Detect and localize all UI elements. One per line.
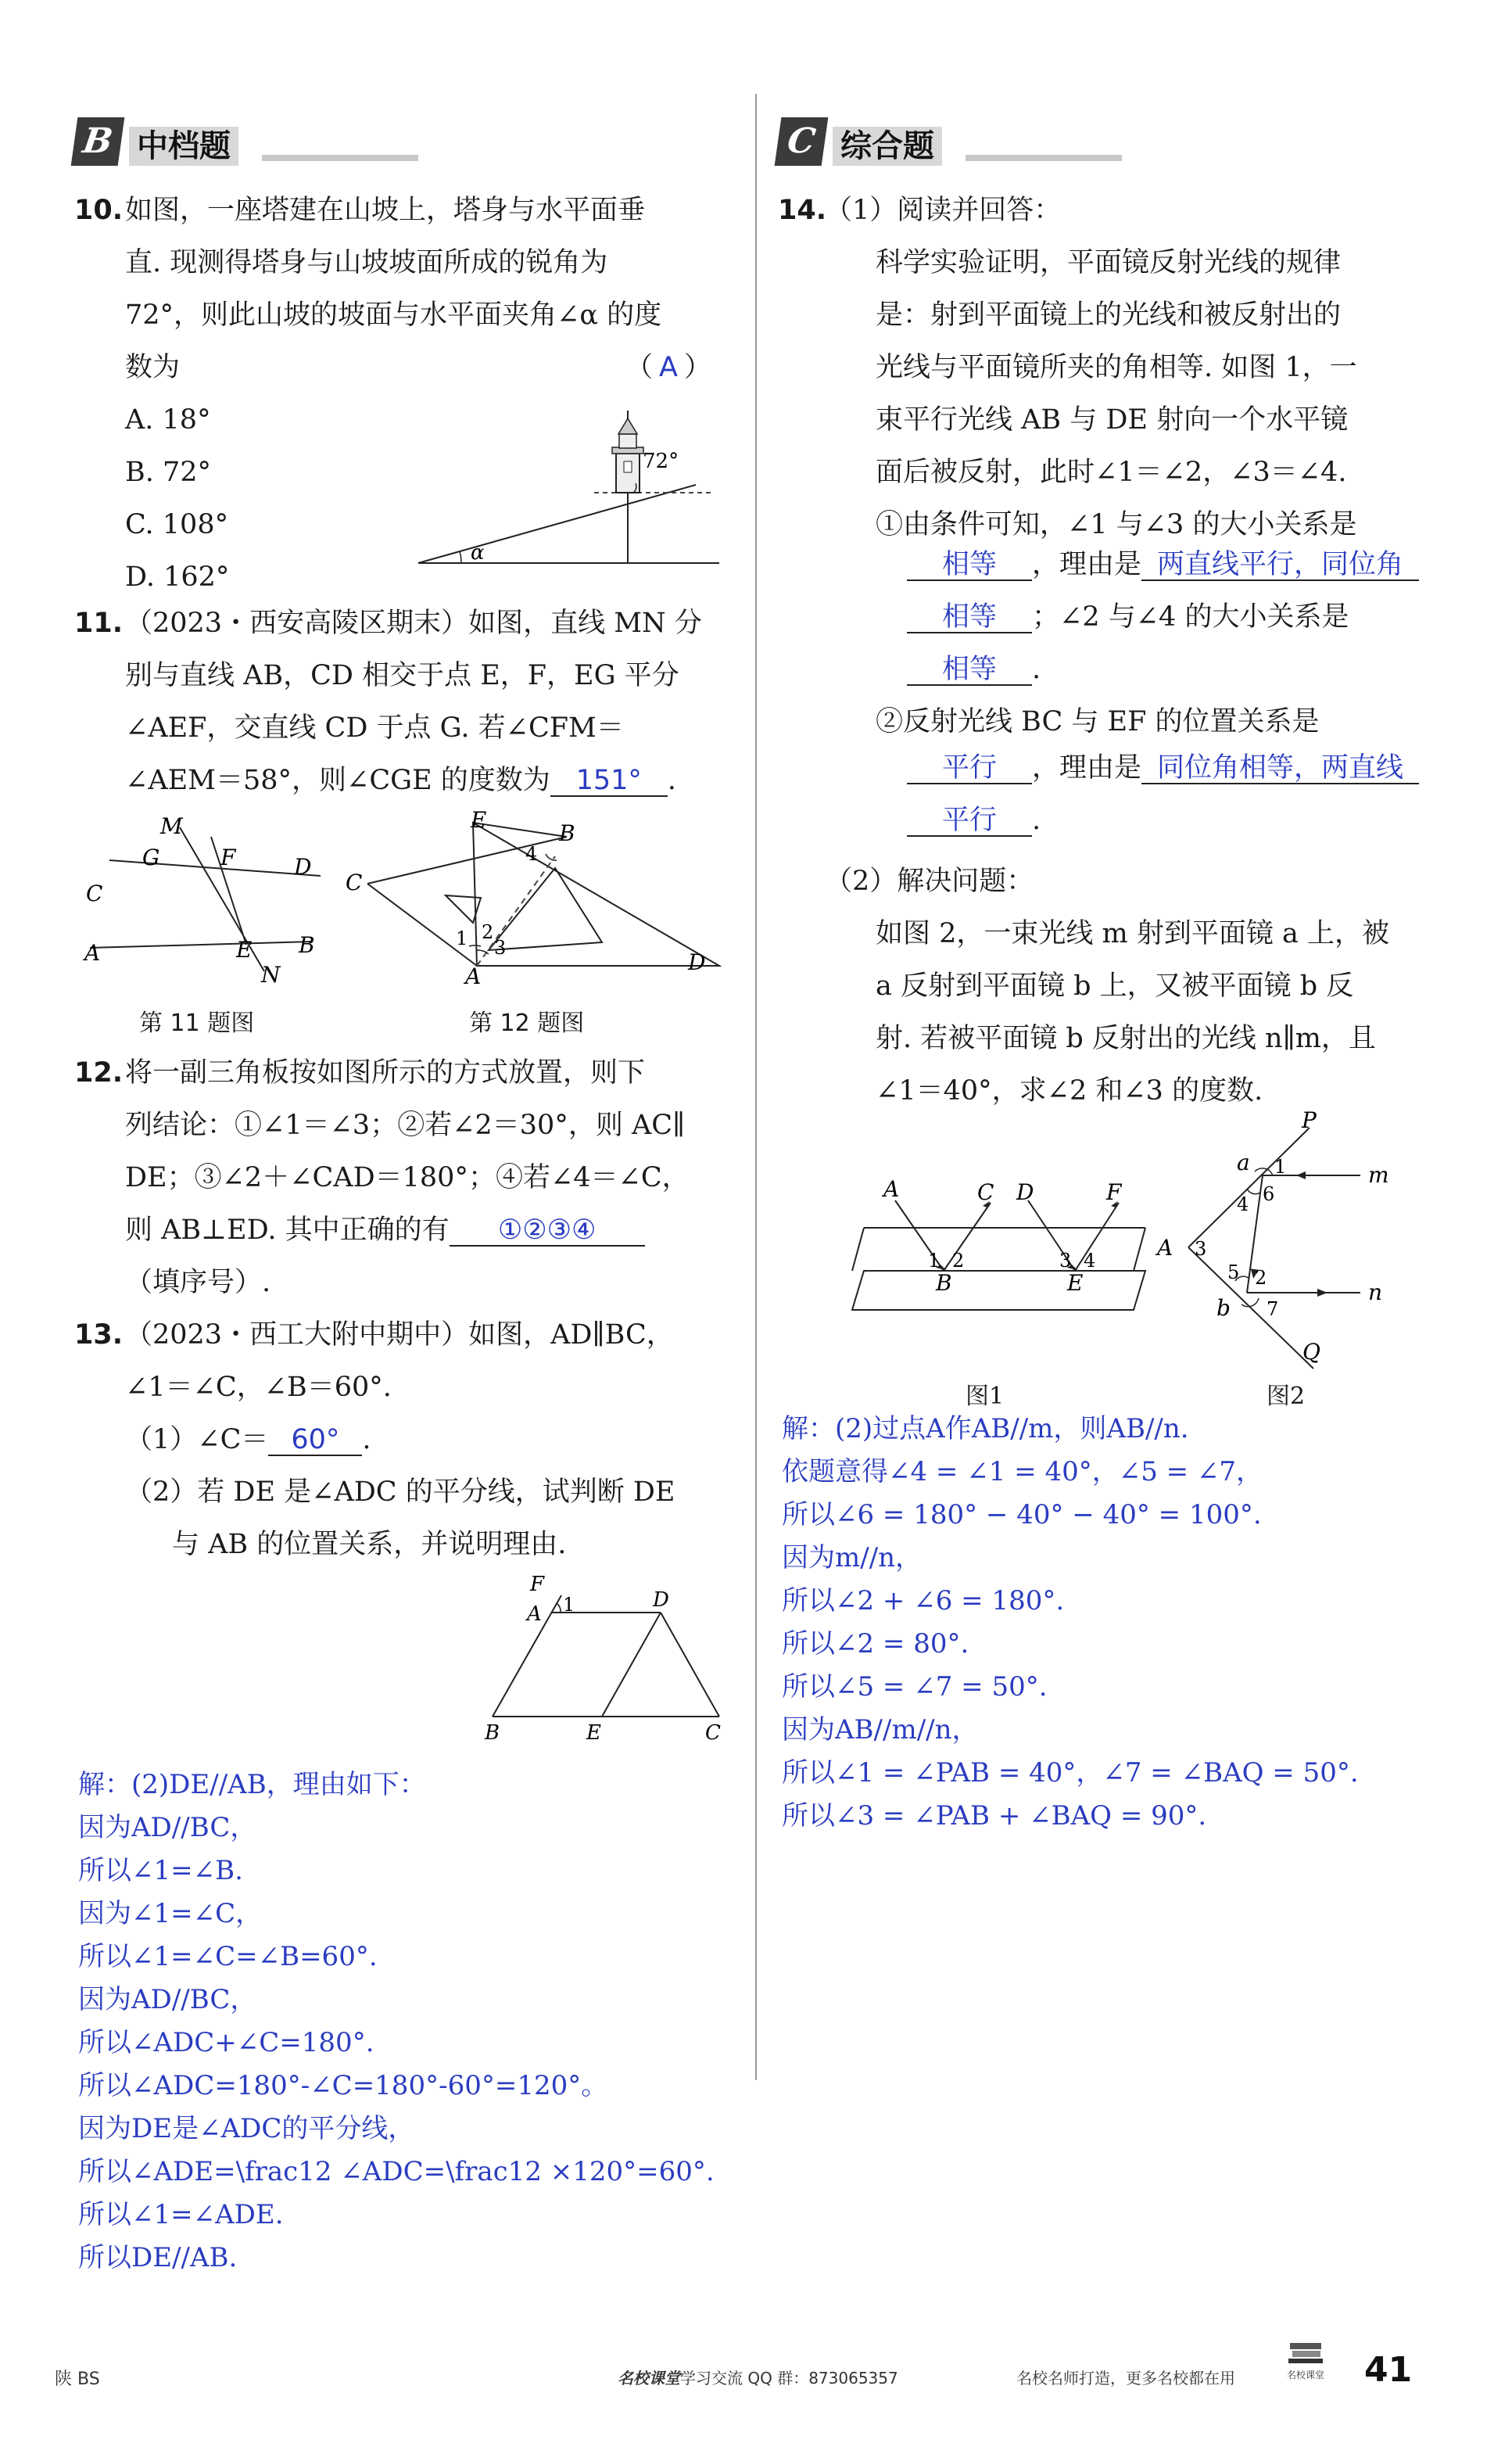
q13-solution-line: 因为AD//BC， <box>78 1812 257 1843</box>
q12-label-e: E <box>471 807 487 833</box>
q10-option-b: B. 72° <box>125 457 212 488</box>
footer-right-text: 名校名师打造，更多名校都在用 <box>1016 2369 1235 2388</box>
q14-q1-text: ①由条件可知，∠1 与∠3 的大小关系是 <box>876 509 1357 540</box>
q14-fig2-label-5: 5 <box>1227 1261 1240 1283</box>
q14-fig2-label-6: 6 <box>1263 1183 1275 1205</box>
q13-solution-line: 所以DE//AB. <box>78 2242 238 2273</box>
q14-part2-line-4: ∠1＝40°，求∠2 和∠3 的度数. <box>876 1075 1263 1107</box>
q12-figure <box>344 805 735 985</box>
q11-label-n: N <box>261 962 281 988</box>
q14-fig2-label-m: m <box>1368 1162 1389 1188</box>
q12-label-3: 3 <box>494 937 507 959</box>
q13-part2-line-2: 与 AB 的位置关系，并说明理由. <box>172 1529 567 1560</box>
q14-solution <box>782 1408 1359 1838</box>
q13-line-2: ∠1＝∠C，∠B＝60°. <box>125 1372 392 1403</box>
footer-brand: 名校课堂 <box>618 2369 680 2388</box>
q14-solution-line: 依题意得∠4 = ∠1 = 40°，∠5 = ∠7， <box>782 1456 1263 1487</box>
q10-line-3: 72°，则此山坡的坡面与水平面夹角∠α 的度 <box>125 300 662 331</box>
q13-number: 13. <box>74 1319 124 1351</box>
q13-solution <box>78 1763 715 2280</box>
q14-para-2: 是：射到平面镜上的光线和被反射出的 <box>876 300 1342 331</box>
section-c-title: 综合题 <box>833 127 942 166</box>
q13-part1-answer: 60° <box>268 1425 362 1456</box>
q10-option-a: A. 18° <box>125 404 211 436</box>
q10-line-4: 数为 <box>125 352 181 383</box>
q14-fig2-label-p: P <box>1302 1110 1317 1133</box>
q14-fig2-label-big-a: A <box>1157 1235 1173 1261</box>
q14-fig2-label-3: 3 <box>1195 1238 1207 1260</box>
section-c-tail <box>966 155 1122 161</box>
q14-fig1-caption: 图1 <box>966 1383 1005 1410</box>
q14-q2-text: ②反射光线 BC 与 EF 的位置关系是 <box>876 706 1320 737</box>
section-b-header <box>74 117 356 172</box>
q11-figure <box>78 813 344 993</box>
q14-fig2-label-n: n <box>1368 1279 1383 1305</box>
q13-solution-line: 因为DE是∠ADC的平分线， <box>78 2113 415 2144</box>
q13-solution-line: 所以∠ADE=\frac12 ∠ADC=\frac12 ×120°=60°. <box>78 2156 715 2187</box>
q13-solution-line: 因为∠1=∠C， <box>78 1898 263 1929</box>
q14-solution-line: 所以∠2 = 80°. <box>782 1628 969 1659</box>
q12-label-4: 4 <box>525 843 538 865</box>
q11-label-d: D <box>294 854 312 880</box>
q10-number: 10. <box>74 195 124 226</box>
page-number: 41 <box>1364 2350 1413 2390</box>
q13-solution-line: 因为AD//BC， <box>78 1984 257 2015</box>
q12-label-a: A <box>465 963 482 985</box>
q13-figure <box>477 1572 735 1744</box>
q11-label-g: G <box>142 845 160 870</box>
q14-fig1-label-e: E <box>1067 1270 1084 1296</box>
q10-fig-alpha: α <box>471 541 485 565</box>
q14-solution-line: 因为m//n， <box>782 1542 923 1573</box>
q14-fig1-label-4: 4 <box>1084 1250 1096 1272</box>
q12-label-b: B <box>559 820 575 846</box>
q14-para-1: 科学实验证明，平面镜反射光线的规律 <box>876 247 1342 278</box>
q14-part2-head: （2）解决问题： <box>825 866 1034 897</box>
q13-label-e: E <box>586 1721 601 1744</box>
q11-label-f: F <box>220 845 236 870</box>
q14-part2-line-2: a 反射到平面镜 b 上，又被平面镜 b 反 <box>876 970 1354 1002</box>
q10-answer: A <box>659 352 678 383</box>
q14-fig1-label-3: 3 <box>1059 1250 1072 1272</box>
q14-q1-answer: 相等 <box>907 550 1032 581</box>
book-stack-icon <box>1286 2338 1325 2365</box>
q14-para-4: 束平行光线 AB 与 DE 射向一个水平镜 <box>876 404 1349 436</box>
footer-logo <box>1282 2338 1329 2385</box>
q11-label-a: A <box>84 940 101 966</box>
column-divider <box>755 94 757 2080</box>
q14-q2-end: . <box>1032 805 1041 836</box>
q14-solution-line: 解：(2)过点A作AB//m，则AB//n. <box>782 1413 1189 1444</box>
q10-fig-angle: 72° <box>643 450 679 473</box>
q14-fig2-label-a: a <box>1237 1150 1250 1175</box>
q13-label-f: F <box>530 1573 545 1596</box>
q14-part2-line-3: 射. 若被平面镜 b 反射出的光线 n∥m，且 <box>876 1023 1376 1054</box>
q14-para-3: 光线与平面镜所夹的角相等. 如图 1，一 <box>876 352 1357 383</box>
q14-figure-2 <box>1149 1110 1415 1376</box>
q13-label-a: A <box>527 1602 542 1626</box>
q12-line-1: 将一副三角板按如图所示的方式放置，则下 <box>125 1057 646 1089</box>
q10-line-1: 如图，一座塔建在山坡上，塔身与水平面垂 <box>125 195 646 226</box>
q14-figure-1 <box>840 1173 1169 1345</box>
q14-fig2-caption: 图2 <box>1267 1383 1306 1410</box>
q11-line-4-text: ∠AEM＝58°，则∠CGE 的度数为 <box>125 765 550 796</box>
q10-bracket-close: ） <box>683 352 711 383</box>
q12-tail: （填序号）. <box>125 1267 271 1298</box>
q14-q2-reason: 同位角相等，两直线 <box>1141 753 1419 784</box>
q14-fig2-label-1: 1 <box>1274 1156 1287 1178</box>
q14-q1-reason-2: 相等 <box>907 602 1032 633</box>
q14-fig2-label-7: 7 <box>1267 1298 1279 1320</box>
q14-q2-answer: 平行 <box>907 753 1032 784</box>
q13-part1 <box>125 1423 371 1457</box>
q13-line-1: （2023・西工大附中期中）如图，AD∥BC， <box>125 1319 674 1351</box>
q14-q1-reason-prefix: ，理由是 <box>1032 549 1142 580</box>
q10-figure <box>407 407 735 579</box>
q11-answer: 151° <box>550 766 668 797</box>
q14-q1-row-2 <box>907 600 1349 634</box>
q13-solution-line: 所以∠ADC+∠C=180°. <box>78 2027 374 2058</box>
q13-solution-line: 所以∠1=∠C=∠B=60°. <box>78 1941 378 1972</box>
q14-solution-line: 所以∠2 + ∠6 = 180°. <box>782 1585 1065 1616</box>
q13-part1-end: . <box>362 1424 371 1455</box>
q14-q2-reason-prefix: ，理由是 <box>1032 752 1142 784</box>
q13-label-d: D <box>653 1588 669 1612</box>
q13-part2-line-1: （2）若 DE 是∠ADC 的平分线，试判断 DE <box>125 1476 675 1508</box>
q11-label-b: B <box>299 932 315 958</box>
q13-label-b: B <box>485 1721 500 1744</box>
q14-fig1-label-a: A <box>883 1176 900 1202</box>
q14-q1-reason: 两直线平行，同位角 <box>1141 550 1419 581</box>
q11-line-1: （2023・西安高陵区期末）如图，直线 MN 分 <box>125 608 702 639</box>
q12-line-2: 列结论：①∠1＝∠3；②若∠2＝30°，则 AC∥ <box>125 1110 686 1141</box>
q13-part1-prefix: （1）∠C＝ <box>125 1424 269 1455</box>
q14-part2-line-1: 如图 2，一束光线 m 射到平面镜 a 上，被 <box>876 918 1389 949</box>
q14-solution-line: 所以∠1 = ∠PAB = 40°，∠7 = ∠BAQ = 50°. <box>782 1757 1359 1788</box>
q13-solution-line: 所以∠1=∠B. <box>78 1855 243 1886</box>
q11-line-2: 别与直线 AB，CD 相交于点 E，F，EG 平分 <box>125 660 679 691</box>
q12-caption: 第 12 题图 <box>469 1010 585 1037</box>
q14-fig1-label-b: B <box>936 1270 952 1296</box>
q10-option-c: C. 108° <box>125 509 229 540</box>
q14-q2-reason-2: 平行 <box>907 805 1032 837</box>
q14-fig1-label-d: D <box>1016 1179 1034 1205</box>
q13-solution-line: 所以∠ADC=180°-∠C=180°-60°=120°。 <box>78 2070 608 2101</box>
q14-solution-line: 因为AB//m//n， <box>782 1714 979 1745</box>
footer-qq: 学习交流 QQ 群：873065357 <box>680 2369 898 2388</box>
q12-line-4-text: 则 AB⊥ED. 其中正确的有 <box>125 1214 450 1246</box>
q14-solution-line: 所以∠6 = 180° − 40° − 40° = 100°. <box>782 1499 1262 1530</box>
q12-label-1: 1 <box>456 927 468 949</box>
section-b-tail <box>262 155 418 161</box>
q10-answer-bracket <box>625 350 711 385</box>
q11-end: . <box>667 765 676 796</box>
q14-head: （1）阅读并回答： <box>825 195 1062 226</box>
q14-q2-row <box>907 751 1419 785</box>
footer-left: 陕 BS <box>55 2370 100 2389</box>
q14-para-5: 面后被反射，此时∠1＝∠2，∠3＝∠4. <box>876 457 1347 488</box>
q14-q2-row-2 <box>907 803 1041 838</box>
q11-line-3: ∠AEF，交直线 CD 于点 G. 若∠CFM＝ <box>125 712 624 744</box>
section-b-letter: B <box>71 117 125 166</box>
q11-caption: 第 11 题图 <box>139 1010 255 1037</box>
section-c-header <box>778 117 1059 172</box>
q14-q1-answer-2: 相等 <box>907 655 1032 686</box>
q10-option-d: D. 162° <box>125 561 230 593</box>
q14-q1-end: . <box>1032 654 1041 685</box>
q13-solution-line: 解：(2)DE//AB，理由如下： <box>78 1769 426 1800</box>
q14-q1-row-3 <box>907 652 1041 687</box>
q14-q1-mid: ；∠2 与∠4 的大小关系是 <box>1032 601 1349 633</box>
q14-fig2-label-4: 4 <box>1237 1193 1249 1215</box>
section-b-title: 中档题 <box>129 127 238 166</box>
q14-fig2-label-2: 2 <box>1255 1267 1267 1289</box>
q14-solution-line: 所以∠5 = ∠7 = 50°. <box>782 1671 1048 1702</box>
q14-fig1-label-f: F <box>1106 1179 1122 1205</box>
q11-number: 11. <box>74 608 124 639</box>
q14-fig2-label-q: Q <box>1302 1339 1320 1365</box>
q12-line-3: DE；③∠2＋∠CAD＝180°；④若∠4＝∠C， <box>125 1162 690 1193</box>
q14-number: 14. <box>778 195 827 226</box>
q11-label-c: C <box>86 881 103 906</box>
q12-answer: ①②③④ <box>450 1215 645 1247</box>
section-c-letter: C <box>775 117 829 166</box>
footer-logo-text: 名校课堂 <box>1286 2370 1324 2380</box>
q12-label-d: D <box>688 949 706 975</box>
q10-line-2: 直. 现测得塔身与山坡坡面所成的锐角为 <box>125 247 608 278</box>
q12-label-2: 2 <box>482 921 494 943</box>
q14-fig1-label-2: 2 <box>952 1250 965 1272</box>
q14-fig1-label-c: C <box>977 1179 994 1205</box>
q12-label-c: C <box>346 870 363 895</box>
q12-number: 12. <box>74 1057 124 1089</box>
footer-center <box>618 2366 898 2388</box>
q13-label-1: 1 <box>563 1594 575 1616</box>
q14-fig2-label-b: b <box>1216 1295 1231 1321</box>
q12-line-4 <box>125 1213 645 1247</box>
q14-solution-line: 所以∠3 = ∠PAB + ∠BAQ = 90°. <box>782 1800 1207 1832</box>
q13-label-c: C <box>705 1721 721 1744</box>
q10-bracket-open: （ <box>625 352 654 383</box>
q14-fig1-label-1: 1 <box>928 1250 941 1272</box>
q11-line-4 <box>125 763 676 798</box>
q11-label-e: E <box>236 937 253 963</box>
q11-label-m: M <box>160 813 183 839</box>
q13-solution-line: 所以∠1=∠ADE. <box>78 2199 284 2230</box>
q14-q1-row <box>907 547 1419 582</box>
